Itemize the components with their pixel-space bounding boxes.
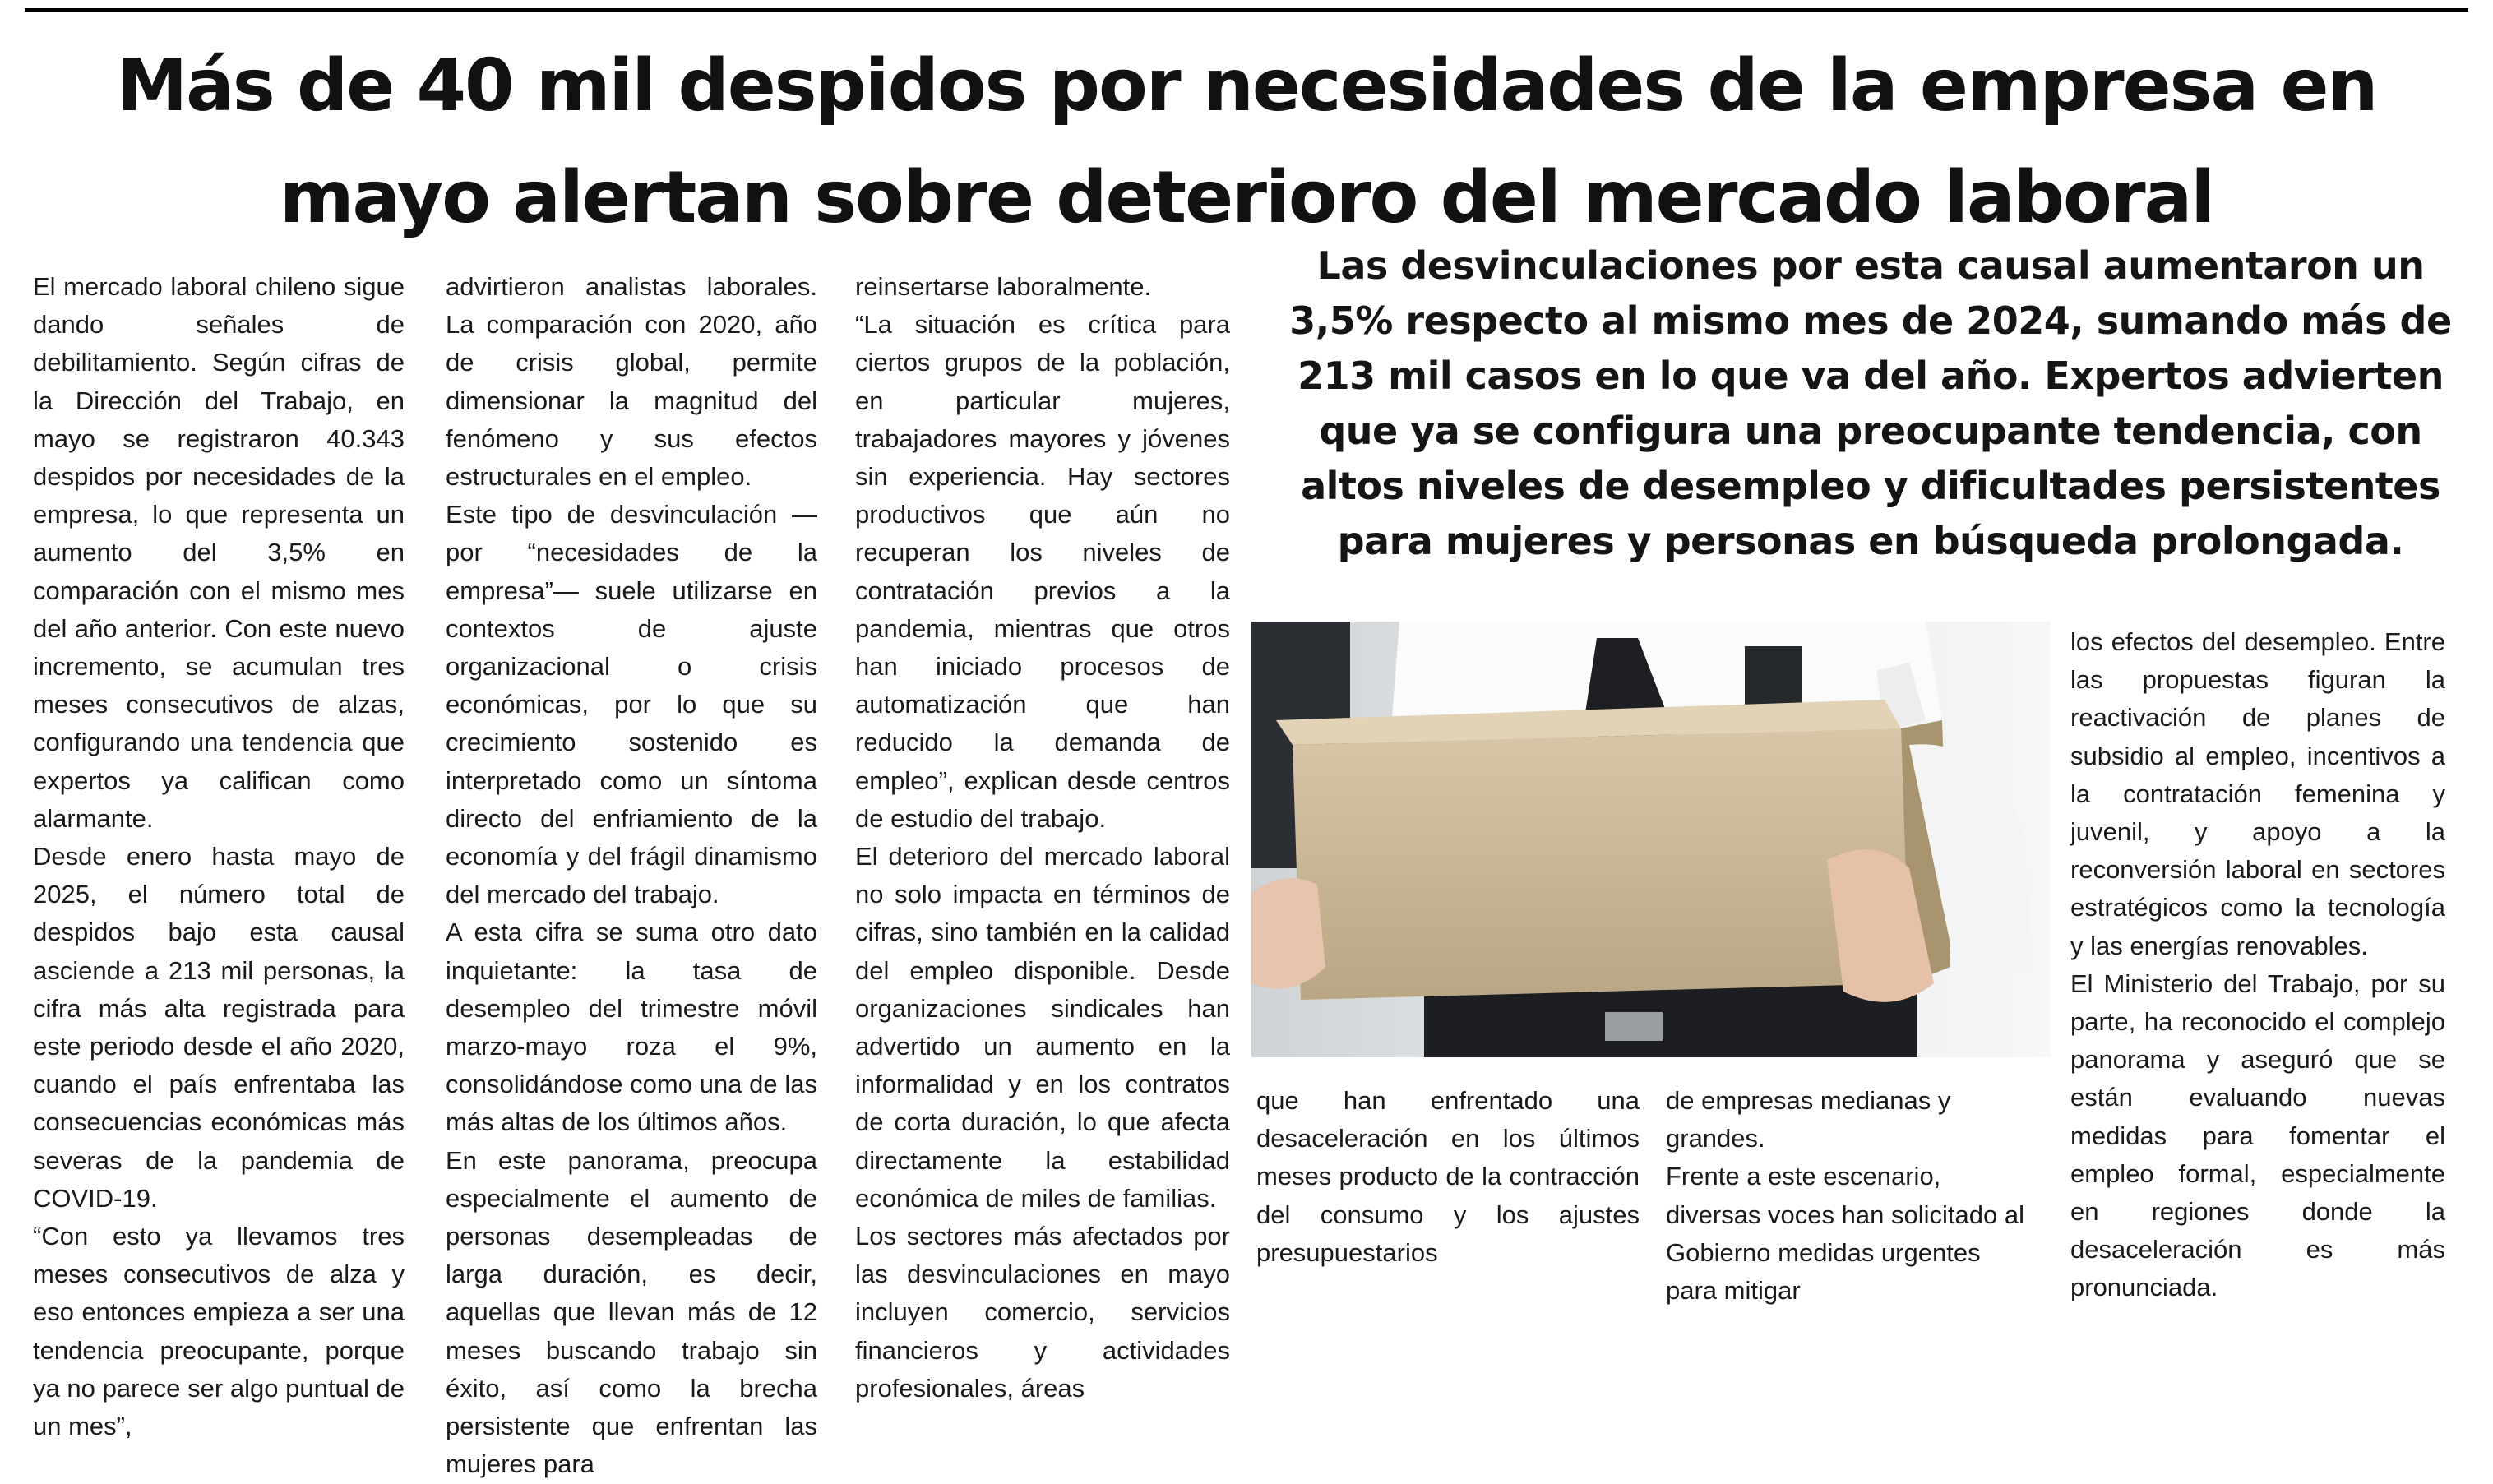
col6-paragraph-1: los efectos del desempleo. Entre las propuestas figuran la reactivación de planes de subsidio al empleo, incentivos a la contratación femenina y juvenil, y apoyo a la reconversión laboral en sectores estratégicos como la tecnología y las energías renovables. [2070,627,2445,960]
photo-left-hand [1251,878,1325,989]
article-column-2 [446,268,817,1484]
article-column-6 [2070,623,2445,1307]
article-deck: Las desvinculaciones por esta causal aumentaron un 3,5% respecto al mismo mes de 2024, sumando más de 213 mil casos en lo que va del año. Expertos advierten que ya se configura una preocupante tendencia, con altos niveles de desempleo y dificultades persistentes para mujeres y personas en búsqueda prolongada. [1289,243,2452,563]
article-column-3 [855,268,1230,1408]
article-column-4 [1256,1082,1640,1272]
col5-paragraph-1: de empresas medianas y grandes. [1666,1086,1951,1153]
col2-paragraph-2: Este tipo de desvinculación —por “necesidades de la empresa”— suele utilizarse en contextos de ajuste organizacional o crisis económicas, por lo que su crecimiento sostenido es interpretado como un síntoma directo del enfriamiento de la economía y del frágil dinamismo del mercado del trabajo. [446,500,817,909]
photo-belt-buckle [1605,1012,1663,1041]
article-photo [1251,622,2051,1057]
photo-box-front [1293,728,1909,1000]
article-headline [49,30,2444,253]
col1-paragraph-3: “Con esto ya llevamos tres meses consecutivos de alza y eso entonces empieza a ser una tendencia preocupante, porque ya no parece ser algo puntual de un mes”, [33,1222,405,1441]
headline-line-1: Más de 40 mil despidos por necesidades de la empresa en [116,44,2377,127]
headline-line-2: mayo alertan sobre deterioro del mercado laboral [279,155,2214,239]
col1-paragraph-2: Desde enero hasta mayo de 2025, el número total de despidos bajo esta causal asciende a 213 mil personas, la cifra más alta registrada para este periodo desde el año 2020, cuando el país enfrentaba las consecuencias económicas más severas de la pandemia de COVID-19. [33,842,405,1213]
col2-paragraph-3: A esta cifra se suma otro dato inquietante: la tasa de desempleo del trimestre móvil marzo-mayo roza el 9%, consolidándose como una de las más altas de los últimos años. [446,918,817,1137]
article-column-1 [33,268,405,1445]
col3-paragraph-3: El deterioro del mercado laboral no solo impacta en términos de cifras, sino también en la calidad del empleo disponible. Desde organizaciones sindicales han advertido un aumento en la informalidad y en los contratos de corta duración, lo que afecta directamente la estabilidad económica de miles de familias. [855,842,1230,1213]
col3-paragraph-1: reinsertarse laboralmente. [855,272,1152,301]
col6-paragraph-2: El Ministerio del Trabajo, por su parte, ha reconocido el complejo panorama y aseguró que se están evaluando nuevas medidas para fomentar el empleo formal, especialmente en regiones donde la desaceleración es más pronunciada. [2070,969,2445,1302]
col2-paragraph-1: advirtieron analistas laborales. La comparación con 2020, año de crisis global, permite dimensionar la magnitud del fenómeno y sus efectos estructurales en el empleo. [446,272,817,492]
top-rule [25,8,2468,12]
col3-paragraph-2: “La situación es crítica para ciertos grupos de la población, en particular mujeres, trabajadores mayores y jóvenes sin experiencia. Hay sectores productivos que aún no recuperan los niveles de contratación previos a la pandemia, mientras que otros han iniciado procesos de automatización que han reducido la demanda de empleo”, explican desde centros de estudio del trabajo. [855,310,1230,833]
col3-paragraph-4: Los sectores más afectados por las desvinculaciones en mayo incluyen comercio, servicios financieros y actividades profesionales, áreas [855,1222,1230,1403]
article-column-5 [1666,1082,2028,1310]
col1-paragraph-1: El mercado laboral chileno sigue dando señales de debilitamiento. Según cifras de la Dirección del Trabajo, en mayo se registraron 40.343 despidos por necesidades de la empresa, lo que representa un aumento del 3,5% en comparación con el mismo mes del año anterior. Con este nuevo incremento, se acumulan tres meses consecutivos de alzas, configurando una tendencia que expertos ya califican como alarmante. [33,272,405,833]
col5-paragraph-2: Frente a este escenario, diversas voces han solicitado al Gobierno medidas urgentes para mitigar [1666,1162,2024,1306]
col4-paragraph-1: que han enfrentado una desaceleración en los últimos meses producto de la contracción del consumo y los ajustes presupuestarios [1256,1086,1640,1267]
col2-paragraph-4: En este panorama, preocupa especialmente el aumento de personas desempleadas de larga duración, es decir, aquellas que llevan más de 12 meses buscando trabajo sin éxito, así como la brecha persistente que enfrentan las mujeres para [446,1145,817,1479]
